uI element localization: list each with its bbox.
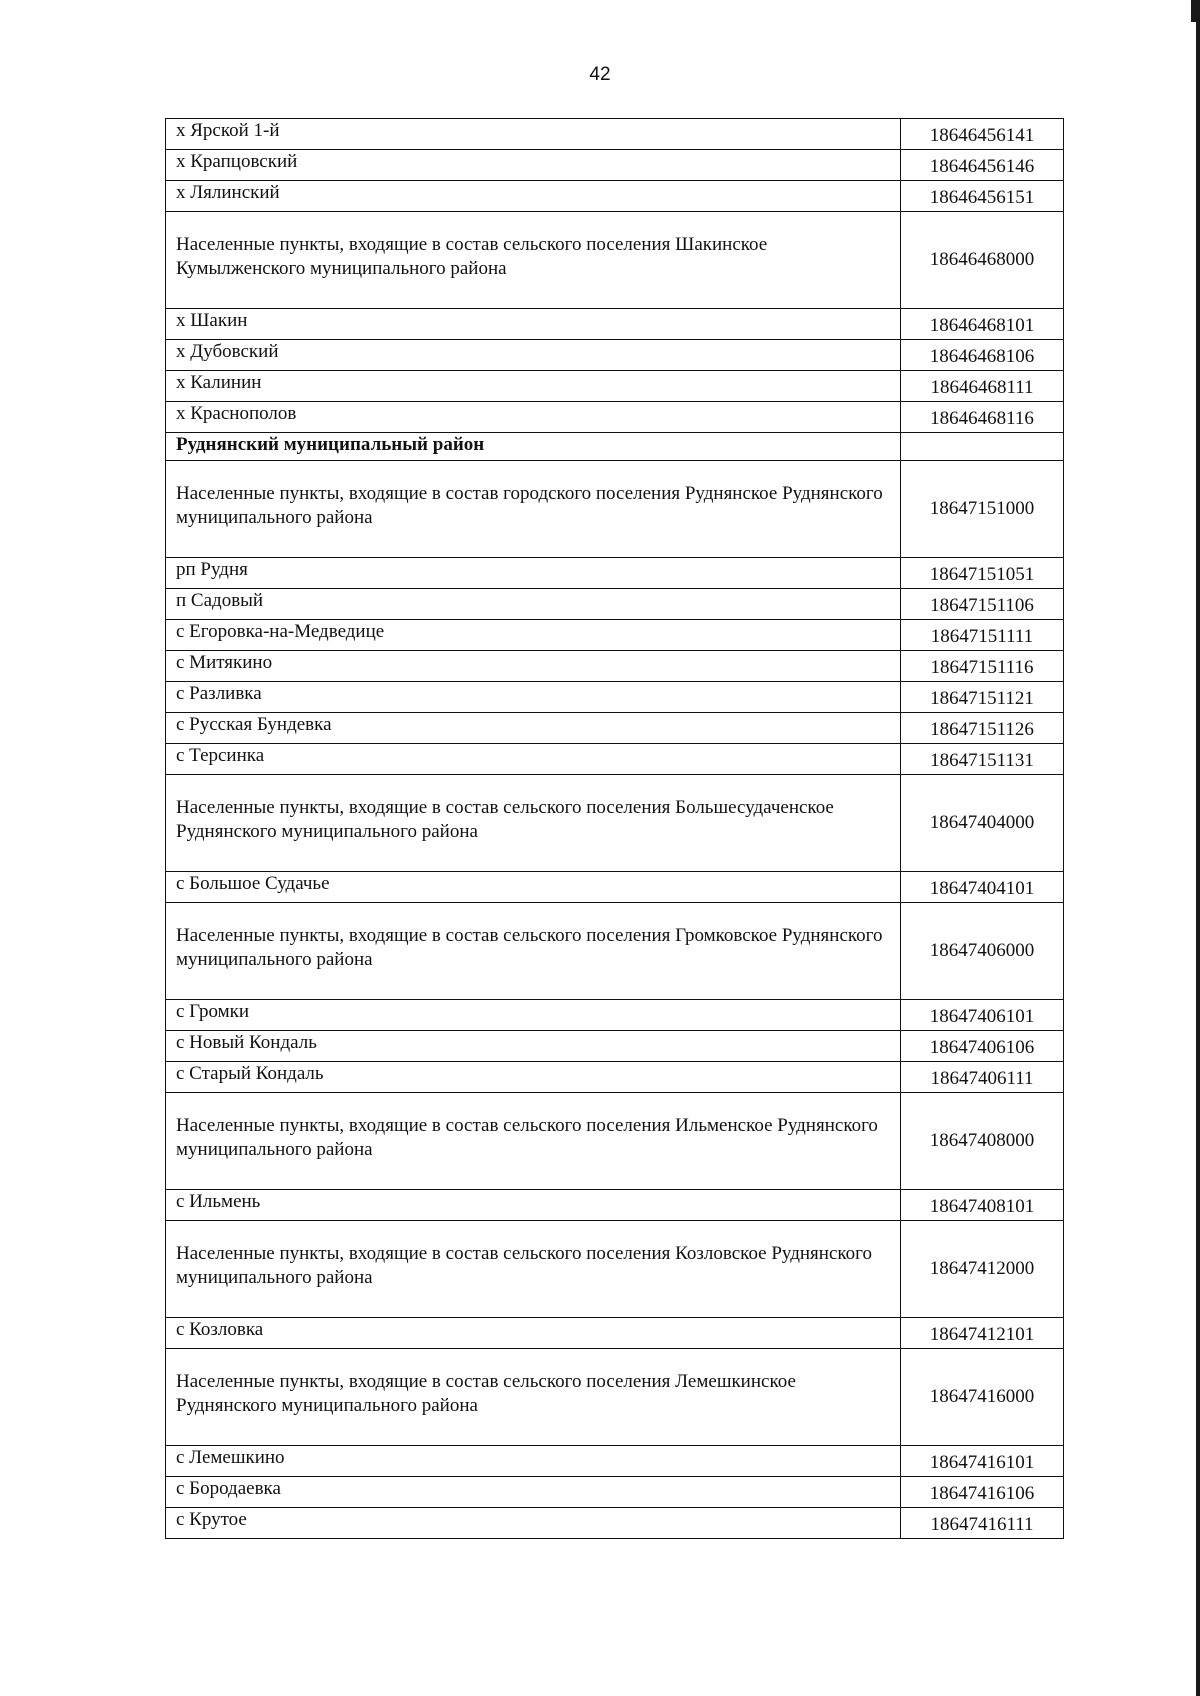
settlement-row — [166, 1508, 1064, 1539]
page-number: 42 — [589, 64, 611, 85]
group-description: Населенные пункты, входящие в состав сельского поселения Лемешкинское Руднянского муниципального района — [166, 1349, 901, 1446]
settlement-name: с Крутое — [166, 1508, 901, 1539]
oktmo-code: 18646456141 — [901, 119, 1064, 150]
settlement-row — [166, 371, 1064, 402]
settlement-row — [166, 1062, 1064, 1093]
settlement-row — [166, 651, 1064, 682]
settlement-row — [166, 309, 1064, 340]
oktmo-code: 18647412101 — [901, 1318, 1064, 1349]
settlement-row — [166, 1446, 1064, 1477]
settlement-name: х Калинин — [166, 371, 901, 402]
oktmo-code: 18647406106 — [901, 1031, 1064, 1062]
settlement-name: с Козловка — [166, 1318, 901, 1349]
oktmo-code: 18647151121 — [901, 682, 1064, 713]
settlement-row — [166, 150, 1064, 181]
settlement-row — [166, 1318, 1064, 1349]
settlement-row — [166, 620, 1064, 651]
oktmo-code: 18646468101 — [901, 309, 1064, 340]
oktmo-code: 18647404101 — [901, 872, 1064, 903]
oktmo-code — [901, 433, 1064, 461]
group-description: Населенные пункты, входящие в состав сельского поселения Ильменское Руднянского муниципального района — [166, 1093, 901, 1190]
settlement-row — [166, 340, 1064, 371]
settlement-name: х Краснополов — [166, 402, 901, 433]
settlement-name: с Разливка — [166, 682, 901, 713]
oktmo-code: 18647404000 — [901, 775, 1064, 872]
settlement-name: с Старый Кондаль — [166, 1062, 901, 1093]
settlement-row — [166, 1477, 1064, 1508]
settlement-row — [166, 1190, 1064, 1221]
oktmo-code: 18646468000 — [901, 212, 1064, 309]
group-description: Населенные пункты, входящие в состав сельского поселения Шакинское Кумылженского муниципального района — [166, 212, 901, 309]
settlement-row — [166, 558, 1064, 589]
settlement-group-row — [166, 903, 1064, 1000]
oktmo-code: 18647416106 — [901, 1477, 1064, 1508]
scan-edge-tick — [1191, 0, 1196, 22]
settlement-name: с Новый Кондаль — [166, 1031, 901, 1062]
settlement-group-row — [166, 1221, 1064, 1318]
settlement-name: с Митякино — [166, 651, 901, 682]
settlement-name: с Бородаевка — [166, 1477, 901, 1508]
settlement-name: х Ярской 1-й — [166, 119, 901, 150]
district-name: Руднянский муниципальный район — [166, 433, 901, 461]
oktmo-code: 18647406101 — [901, 1000, 1064, 1031]
settlement-row — [166, 119, 1064, 150]
settlement-name: с Русская Бундевка — [166, 713, 901, 744]
oktmo-code: 18647151000 — [901, 461, 1064, 558]
scan-edge-mark — [1196, 0, 1200, 1696]
oktmo-code: 18647408000 — [901, 1093, 1064, 1190]
settlement-name: х Дубовский — [166, 340, 901, 371]
settlement-row — [166, 1031, 1064, 1062]
oktmo-code: 18647408101 — [901, 1190, 1064, 1221]
settlement-registry-table — [165, 118, 1064, 1539]
settlement-name: с Лемешкино — [166, 1446, 901, 1477]
oktmo-code: 18646456146 — [901, 150, 1064, 181]
settlement-group-row — [166, 212, 1064, 309]
oktmo-code: 18647416111 — [901, 1508, 1064, 1539]
oktmo-code: 18647406111 — [901, 1062, 1064, 1093]
settlement-row — [166, 402, 1064, 433]
oktmo-code: 18646456151 — [901, 181, 1064, 212]
group-description: Населенные пункты, входящие в состав сельского поселения Громковское Руднянского муниципального района — [166, 903, 901, 1000]
settlement-name: с Громки — [166, 1000, 901, 1031]
settlement-name: с Ильмень — [166, 1190, 901, 1221]
settlement-row — [166, 744, 1064, 775]
settlement-name: х Шакин — [166, 309, 901, 340]
settlement-row — [166, 181, 1064, 212]
settlement-name: с Большое Судачье — [166, 872, 901, 903]
oktmo-code: 18647151116 — [901, 651, 1064, 682]
oktmo-code: 18647151126 — [901, 713, 1064, 744]
settlement-name: рп Рудня — [166, 558, 901, 589]
settlement-name: х Лялинский — [166, 181, 901, 212]
settlement-row — [166, 682, 1064, 713]
settlement-row — [166, 713, 1064, 744]
settlement-group-row — [166, 461, 1064, 558]
oktmo-code: 18646468106 — [901, 340, 1064, 371]
group-description: Населенные пункты, входящие в состав сельского поселения Козловское Руднянского муниципального района — [166, 1221, 901, 1318]
oktmo-code: 18646468111 — [901, 371, 1064, 402]
settlement-group-row — [166, 1093, 1064, 1190]
oktmo-code: 18647416101 — [901, 1446, 1064, 1477]
oktmo-code: 18647412000 — [901, 1221, 1064, 1318]
settlement-name: с Егоровка-на-Медведице — [166, 620, 901, 651]
oktmo-code: 18647151051 — [901, 558, 1064, 589]
settlement-row — [166, 872, 1064, 903]
oktmo-code: 18646468116 — [901, 402, 1064, 433]
district-header-row — [166, 433, 1064, 461]
settlement-row — [166, 589, 1064, 620]
registry-body — [166, 119, 1064, 1539]
oktmo-code: 18647151106 — [901, 589, 1064, 620]
settlement-name: п Садовый — [166, 589, 901, 620]
settlement-row — [166, 1000, 1064, 1031]
group-description: Населенные пункты, входящие в состав сельского поселения Большесудаченское Руднянского муниципального района — [166, 775, 901, 872]
settlement-name: х Крапцовский — [166, 150, 901, 181]
settlement-group-row — [166, 775, 1064, 872]
oktmo-code: 18647151111 — [901, 620, 1064, 651]
settlement-group-row — [166, 1349, 1064, 1446]
settlement-name: с Терсинка — [166, 744, 901, 775]
oktmo-code: 18647406000 — [901, 903, 1064, 1000]
oktmo-code: 18647151131 — [901, 744, 1064, 775]
group-description: Населенные пункты, входящие в состав городского поселения Руднянское Руднянского муниципального района — [166, 461, 901, 558]
oktmo-code: 18647416000 — [901, 1349, 1064, 1446]
